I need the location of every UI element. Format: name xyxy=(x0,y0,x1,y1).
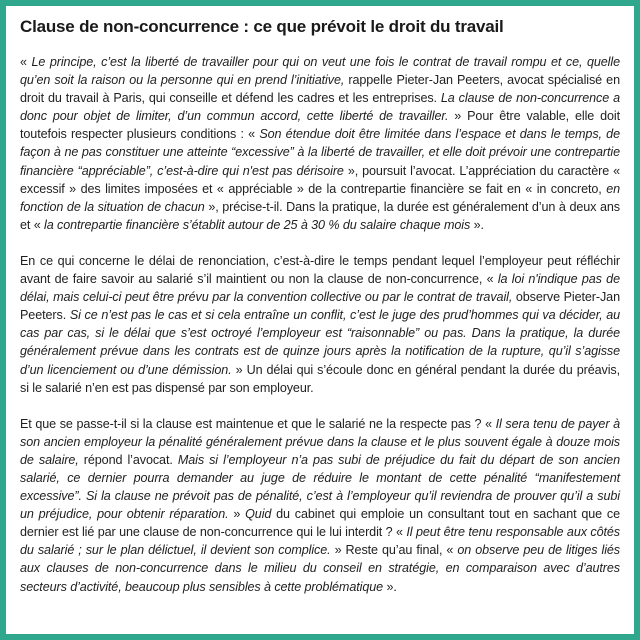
text-run: », poursuit l’avocat. L’appréciation du caractère « excessif » des limites imposées et « appréciable » de la contrepartie financière se fait en « in concreto, xyxy=(20,163,620,196)
text-run: ». xyxy=(383,579,397,594)
text-run: Mais si l’employeur n’a pas subi de préjudice du fait du départ de son ancien salarié, ce dernier pourra demander au juge de réduire le montant de cette pénalité “manifestement excessive”. Si la clause ne prévoit pas de pénalité, c’est à l’employeur qu’il reviendra de prouver qu’il a subi un préjudice, pour obtenir réparation. xyxy=(20,452,620,522)
text-run: « xyxy=(20,55,32,69)
text-run: Quid xyxy=(245,507,272,522)
text-run: on observe peu de litiges liés aux clauses de non-concurrence dans le milieu du conseil en stratégie, en comparaison avec d’autres secteurs d’activité, beaucoup plus sensibles à cette problématique xyxy=(20,543,621,594)
text-run: Son étendue doit être limitée dans l’espace et dans le temps, de façon à ne pas constituer une atteinte “excessive” à la liberté de travailler, et elle doit prévoir une contrepartie financière “appréciable”, c’est-à-dire qui n'est pas dérisoire xyxy=(20,127,620,178)
text-run: rappelle Pieter-Jan Peeters, avocat spécialisé en droit du travail à Paris, qui conseille et défend les cadres et les entreprises. xyxy=(20,73,620,106)
text-run: La clause de non-concurrence a donc pour objet de limiter, d’un commun accord, cette liberté de travailler. xyxy=(20,91,621,124)
text-run: » Pour être valable, elle doit toutefois respecter plusieurs conditions : « xyxy=(20,109,620,142)
text-run: » Reste qu’au final, « xyxy=(330,543,458,558)
text-run: » xyxy=(228,507,246,522)
text-run: Il sera tenu de payer à son ancien employeur la pénalité généralement prévue dans la clause et le plus souvent égale à douze mois de salaire, xyxy=(20,416,620,467)
text-run: en fonction de la situation de chacun xyxy=(20,181,620,214)
text-run: Il peut être tenu responsable aux côtés du salarié ; sur le plan délictuel, il devient son complice. xyxy=(20,525,620,558)
page-title: Clause de non-concurrence : ce que prévoit le droit du travail xyxy=(20,17,504,36)
text-run: la contrepartie financière s’établit autour de 25 à 30 % du salaire chaque mois xyxy=(44,217,471,232)
text-run: Et que se passe-t-il si la clause est maintenue et que le salarié ne la respecte pas ? « xyxy=(20,416,496,431)
text-run: du cabinet qui emploie un consultant tout en sachant que ce dernier est lié par une clause de non-concurrence qui le lui interdit ? « xyxy=(20,507,621,540)
text-run: la loi n'indique pas de délai, mais celui-ci peut être prévu par la convention collective ou par le contrat de travail, xyxy=(20,272,620,305)
text-run: » Un délai qui s’écoule donc en général pendant la durée du préavis, si le salarié n’en est pas dispensé par son employeur. xyxy=(20,362,621,395)
paragraph xyxy=(20,252,620,397)
text-run: ». xyxy=(470,217,484,232)
text-run: observe Pieter-Jan Peeters. xyxy=(20,290,620,323)
paragraph xyxy=(20,53,620,234)
text-run: », précise-t-il. Dans la pratique, la durée est généralement d’un à deux ans et « xyxy=(20,199,620,232)
text-run: En ce qui concerne le délai de renonciation, c’est-à-dire le temps pendant lequel l’employeur peut réfléchir avant de faire savoir au salarié s’il maintient ou non la clause de non-concurrence, « xyxy=(20,253,620,287)
text-run: Le principe, c’est la liberté de travailler pour qui on veut une fois le contrat de travail rompu et ce, quelle qu’en soit la raison ou la personne qui en prend l’initiative, xyxy=(20,55,620,88)
text-run: Si ce n’est pas le cas et si cela entraîne un conflit, c’est le juge des prud’hommes qui va décider, au cas par cas, si le délai que s’est octroyé l’employeur est “raisonnable” ou pas. Dans la pratique, la durée généralement prévue dans les contrats est de quinze jours après la notification de la rupture, qu’il s’agisse d’un licenciement ou d’une démission. xyxy=(20,308,621,377)
text-run: répond l’avocat. xyxy=(78,452,178,467)
paragraph xyxy=(20,415,620,596)
article-body xyxy=(20,53,620,596)
